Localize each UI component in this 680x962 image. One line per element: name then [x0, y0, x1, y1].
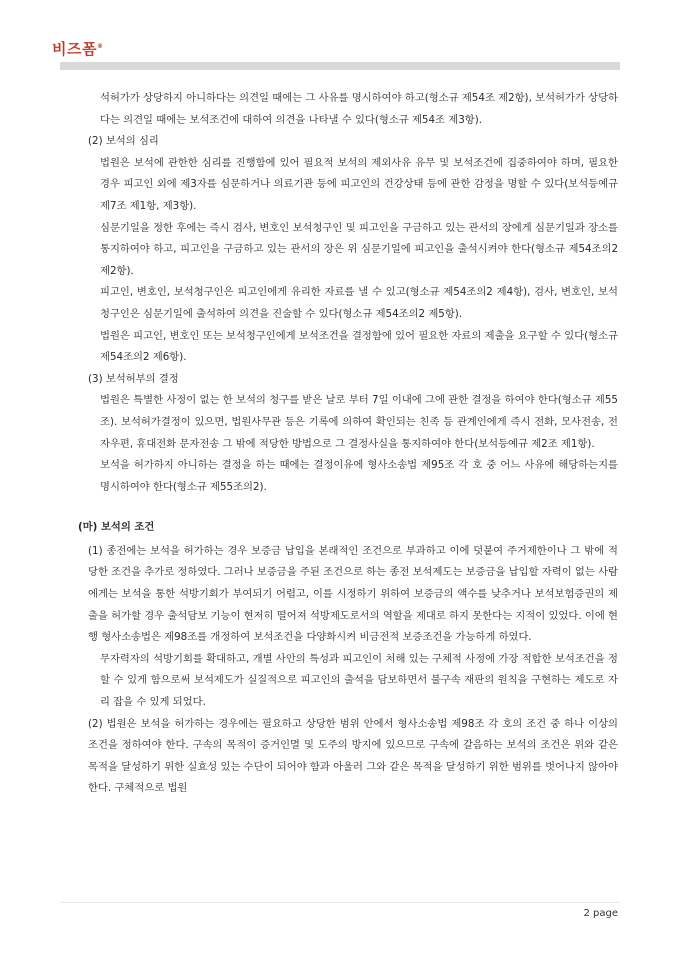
paragraph: 법원은 특별한 사정이 없는 한 보석의 청구를 받은 날로 부터 7일 이내에 그에 관한 결정을 하여야 한다(형소규 제55조). 보석허가결정이 있으면, 법원사무관 등은 기록에 의하여 확인되는 친족 등 관계인에게 즉시 전화, 모사전송, 전자우편, 휴대전화 문자전송 그 밖에 적당한 방법으로 그 결정사실을 통지하여야 한다(보석등예규 제2조 제1항). — [100, 394, 618, 450]
paragraph: 피고인, 변호인, 보석청구인은 피고인에게 유리한 자료를 낼 수 있고(형소규 제54조의2 제4항), 검사, 변호인, 보석청구인은 심문기일에 출석하여 의견을 진술할 수 있다(형소규 제54조의2 제5항). — [100, 286, 618, 320]
section-title-bail-conditions: (마) 보석의 조건 — [78, 521, 155, 534]
page-number: 2 page — [583, 908, 618, 919]
registered-mark: ® — [96, 43, 104, 50]
footer-divider — [60, 902, 620, 903]
paragraph: 법원은 피고인, 변호인 또는 보석청구인에게 보석조건을 결정함에 있어 필요한 자료의 제출을 요구할 수 있다(형소규 제54조의2 제6항). — [100, 329, 618, 364]
header-bar — [60, 62, 620, 70]
paragraph-lead: 석허가가 상당하지 아니하다는 의견일 때에는 그 사유를 명시하여야 하고(형소규 제54조 제2항), 보석허가가 상당하다는 의견일 때에는 보석조건에 대하여 의견을 나타낼 수 있다(형소규 제54조 제3항). — [100, 92, 618, 126]
document-body — [78, 88, 618, 800]
paragraph: 무자력자의 석방기회를 확대하고, 개별 사안의 특성과 피고인이 처해 있는 구체적 사정에 가장 적합한 보석조건을 정할 수 있게 함으로써 보석제도가 실질적으로 피고인의 출석을 담보하면서 불구속 재판의 원칙을 구현하는 제도로 자리 잡을 수 있게 되었다. — [100, 652, 618, 709]
paragraph: 보석을 허가하지 아니하는 결정을 하는 때에는 결정이유에 형사소송법 제95조 각 호 중 어느 사유에 해당하는지를 명시하여야 한다(형소규 제55조의2). — [100, 459, 618, 493]
numbered-paragraph: (1) 종전에는 보석을 허가하는 경우 보증금 납입을 본래적인 조건으로 부과하고 이에 덧붙여 주거제한이나 그 밖에 적당한 조건을 추가로 정하였다. 그러나 보증금을 주된 조건으로 하는 종전 보석제도는 보증금을 납입할 자력이 없는 사람에게는 보석을 통한 석방기회가 부여되기 어렵고, 이를 시정하기 위하여 보증금의 액수를 낮추거나 보석보험증권의 제출을 허가할 경우 출석담보 기능이 현저히 떨어져 석방제도로서의 역할을 제대로 하지 못한다는 지적이 있었다. 이에 현행 형사소송법은 제98조를 개정하여 보석조건을 다양화시켜 비금전적 보증조건을 가능하게 하였다. — [88, 544, 619, 644]
logo — [52, 38, 103, 59]
logo-text: 비즈폼 — [52, 40, 97, 58]
paragraph: 심문기일을 정한 후에는 즉시 검사, 변호인 보석청구인 및 피고인을 구금하고 있는 관서의 장에게 심문기일과 장소를 통지하여야 하고, 피고인을 구금하고 있는 관서의 장은 위 심문기일에 피고인을 출석시켜야 한다(형소규 제54조의2 제2항). — [100, 221, 618, 277]
numbered-paragraph: (2) 법원은 보석을 허가하는 경우에는 필요하고 상당한 범위 안에서 형사소송법 제98조 각 호의 조건 중 하나 이상의 조건을 정하여야 한다. 구속의 목적이 증거인멸 및 도주의 방지에 있으므로 구속에 갈음하는 보석의 조건은 위와 같은 목적을 달성하기 위한 실효성 있는 수단이 되어야 함과 아울러 그와 같은 목적을 달성하기 위한 범위를 벗어나지 않아야 한다. 구체적으로 법원 — [88, 717, 618, 795]
paragraph: 법원은 보석에 관한한 심리를 진행함에 있어 필요적 보석의 제외사유 유무 및 보석조건에 집중하여야 하며, 필요한 경우 피고인 외에 제3자를 심문하거나 의료기관 등에 피고인의 건강상태 등에 관한 감정을 명할 수 있다(보석등예규 제7조 제1항, 제3항). — [100, 156, 618, 212]
subsection-heading-hearing: (2) 보석의 심리 — [88, 135, 159, 148]
subsection-heading-decision: (3) 보석허부의 결정 — [88, 372, 179, 385]
